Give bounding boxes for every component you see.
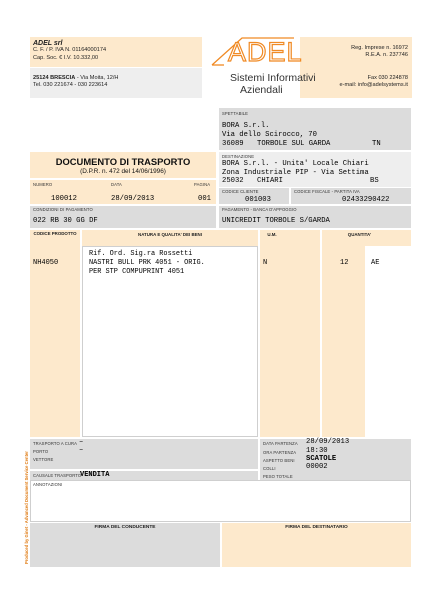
cause-label: CAUSALE TRASPORTO [33,473,82,478]
destination-prov: BS [370,177,379,185]
consignee-street: Via dello Scirocco, 70 [222,131,317,139]
recipient-signature-label: FIRMA DEL DESTINATARIO [285,525,348,530]
table-row [30,250,411,290]
company-address [33,75,198,82]
numero-label: NUMERO [33,182,53,187]
company-reg: Reg. Imprese n. 16972 [351,45,408,51]
client-fiscal-label: CODICE FISCALE - PARTITA IVA [294,189,360,194]
row-um: N [263,259,268,267]
carrier-label: VETTORE [33,457,54,462]
row-qty: 12 [340,259,349,267]
company-address-street: - Via Moita, 12/H [75,75,119,81]
consignee-city: TORBOLE SUL GARDA [257,140,331,148]
driver-signature-label: FIRMA DEL CONDUCENTE [94,525,156,530]
row-desc-line: NASTRI BULL PRK 4051 - ORIG. [89,259,205,267]
logo-subtitle-2: Aziendali [240,84,283,96]
doc-title: DOCUMENTO DI TRASPORTO [55,156,191,167]
colli-label: COLLI [263,466,276,471]
bank-label: PAGAMENTO - BANCA D'APPOGGIO [222,207,297,212]
care-label: TRASPORTO A CURA [33,441,78,446]
company-capital: Cap. Soc. € I.V. 10.332,00 [33,54,99,61]
destination-city: CHIARI [257,177,283,185]
destination-line2: Zona Industriale PIP - Via Settima [222,169,369,177]
pagina-label: PAGINA [194,182,211,187]
company-reg-block [302,45,408,60]
logo-subtitle-1: Sistemi Informativi [230,72,316,84]
numero-value: 100012 [51,195,77,203]
cause-value: VENDITA [80,471,110,479]
company-address-city: 25124 BRESCIA [33,75,76,81]
consignee-zip: 36089 [222,140,244,148]
company-fiscal: C. F. / P. IVA N. 01164000174 [33,47,107,54]
destination-zip: 25032 [222,177,244,185]
row-desc-line: PER STP COMPUPRINT 4051 [89,268,185,276]
row-code: NH4050 [33,259,59,267]
weight-label: PESO TOTALE [263,474,293,479]
payment-value: 022 RB 30 GG DF [33,217,98,225]
date-label: DATA PARTENZA [263,441,298,446]
colli-value: 00002 [306,463,328,471]
porto-value: – [79,446,84,454]
consignee-prov: TN [372,140,381,148]
doc-subtitle: (D.P.R. n. 472 del 14/06/1996) [80,168,166,175]
care-value: – [79,438,84,446]
company-email: e-mail: info@adelsystems.it [339,82,408,89]
consignee-label: SPETTABILE [222,111,249,116]
items-table [30,230,411,437]
company-address-block [33,75,198,90]
company-contact-block [302,75,408,90]
data-label: DATA [111,182,122,187]
side-credit-text: Produced by Ginet - Advanced Document Service Center [24,451,29,564]
company-rea: R.E.A. n. 237746 [365,52,408,59]
payment-label: CONDIZIONI DI PAGAMENTO [33,207,93,212]
aspect-label: ASPETTO BENI [263,458,295,463]
date-value: 28/09/2013 [306,438,350,446]
destination-label: DESTINAZIONE [222,154,255,159]
aspect-value: SCATOLE [306,455,337,463]
notes-box [30,480,411,522]
company-fax: Fax 030 224878 [367,75,408,81]
notes-label: ANNOTAZIONI [33,482,63,487]
doc-title-box [30,152,216,178]
time-value: 18:30 [306,447,328,455]
company-logo [202,35,316,99]
data-value: 28/09/2013 [111,195,155,203]
client-fiscal-value: 02433290422 [342,196,390,204]
col-desc-header: NATURA E QUALITA' DEI BENI [138,232,202,237]
col-code-header: CODICE PRODOTTO [33,231,77,236]
row-extra: AE [371,259,380,267]
client-code-label: CODICE CLIENTE [222,189,259,194]
pagina-value: 001 [198,195,211,203]
client-code-value: 001003 [245,196,271,204]
bank-value: UNICREDIT TORBOLE S/GARDA [222,217,330,225]
consignee-name: BORA S.r.l. [222,122,270,130]
company-block [33,40,198,62]
time-label: ORA PARTENZA [263,450,297,455]
row-desc [89,250,205,277]
company-phone: Tel. 030 221674 - 030 223614 [33,82,108,89]
row-desc-line: Rif. Ord. Sig.ra Rossetti [89,250,193,258]
side-credit [15,424,29,564]
logo-text: ADEL [228,37,303,67]
col-qty-header: QUANTITA' [347,232,372,237]
col-um-header: U.M. [267,232,277,237]
porto-label: PORTO [33,449,49,454]
company-name: ADEL srl [33,40,63,47]
destination-line1: BORA S.r.l. - Unita' Locale Chiari [222,160,369,168]
